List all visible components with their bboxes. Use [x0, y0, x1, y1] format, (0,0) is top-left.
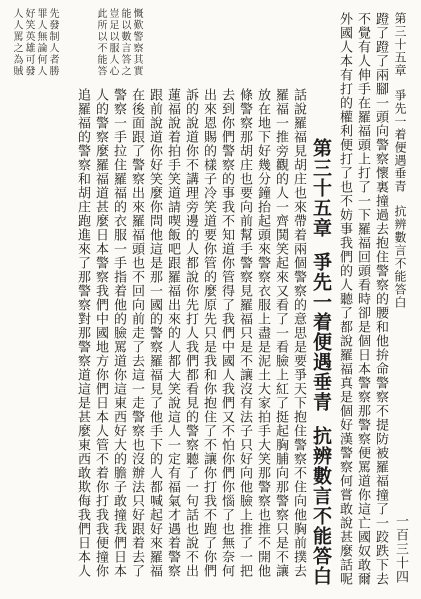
margin-note-column: 豈足以服人心 — [107, 8, 118, 77]
chapter-heading-title-a: 爭先一着便遇垂青 — [310, 252, 332, 412]
text-column: 話說羅福見胡庄也來帶着兩個警察的意思是要爭天下抱住警察不住向他胸前撲去 — [291, 88, 306, 578]
margin-note-column: 罪人無論何人 — [35, 8, 46, 77]
text-column: 條警察那胡庄也要向前幫手警察見羅福只是不讓沒有法子只好向他臉上推了一把 — [237, 88, 252, 578]
text-column: 羅福一推旁觀的人一齊鬨笑起來又看了一看臉上紅了挺起胸脯向那警察只是不讓 — [273, 88, 288, 578]
text-column: 警察一手拉住羅福的衣服一手指着他的臉罵道你這東西好大的膽子敢撞我們日本 — [111, 88, 126, 578]
running-header-title-b: 抗辨數言不能答白 — [393, 205, 407, 309]
margin-note-column: 人人罵之為賊 — [11, 8, 22, 77]
margin-note-column: 先發制人者勝 — [47, 8, 58, 77]
text-column: 蓮福說着拍手笑道請喫飯吧跟羅福出來的人都大笑說這人一定有福氣才遇着警察 — [165, 88, 180, 578]
margin-note-column: 好笑英雄可發 — [23, 8, 34, 77]
text-column: 去到你們警察的事我不知道你管得了我們中國人我們又不怕你們你惱了也無奈何 — [219, 88, 234, 578]
running-header-chapter: 第三十五章 — [393, 12, 407, 77]
margin-note-column: 能以數言答之 — [119, 8, 130, 77]
chapter-heading-title-b: 抗辨數言不能答白 — [310, 426, 332, 586]
margin-note-column: 此所以不能答 — [95, 8, 106, 77]
text-column: 追羅福的警察和胡庄跑進來了那警察對那警察道這是甚麼東西敢欺侮我們日本人 — [75, 88, 90, 578]
text-column: 放在地下好幾分鐘抬起頭來警察衣服上盡是泥土大家拍手大笑那警察也推不開他 — [255, 88, 270, 578]
text-column: 蹬了蹬了兩腳一頭向警察懷裏撞過去抱住警察的腰和他拚命警察不提防被羅福撞了一跤跌下去 — [373, 12, 388, 586]
text-column: 訴的說道你不講理旁邊的人都說你先打人我們都看見的警察聽了一句話也說不出 — [183, 88, 198, 578]
text-column: 不覺有人伸手在羅福頭上打了一下羅福回頭看時卻是個日本警察那警察便罵道你這亡國奴敢爾 — [355, 12, 370, 586]
text-column: 跟前說道你好笑麼你問他這是那一國的警察羅福見了他手下的人都喊起好來羅福 — [147, 88, 162, 578]
text-column: 在後面跟了警察出來羅福頭也不回向前走了去這一走警察也沒辦法只好跟着去了 — [129, 88, 144, 578]
text-column: 人的警察麼羅福道甚麼日本警察我們中國地方你們日本人管不着你打我我便撞你 — [93, 88, 108, 578]
margin-note-column: 慨歎警察其實 — [131, 8, 142, 77]
text-column: 外國人本有打的權利便打了也不妨事我們的人聽了都說羅福真是個好漢警察何嘗敢說甚麼話呢 — [337, 12, 352, 586]
chapter-heading-number: 第三十五章 — [310, 138, 332, 238]
running-header-title-a: 爭先一着便遇垂青 — [393, 89, 407, 193]
text-column: 出來恩賜的樣子冷笑道要你管的麼原先只是我和你抱住了不讓你打我不跑了你們 — [201, 88, 216, 578]
page-number: 一百三十四 — [393, 514, 408, 584]
